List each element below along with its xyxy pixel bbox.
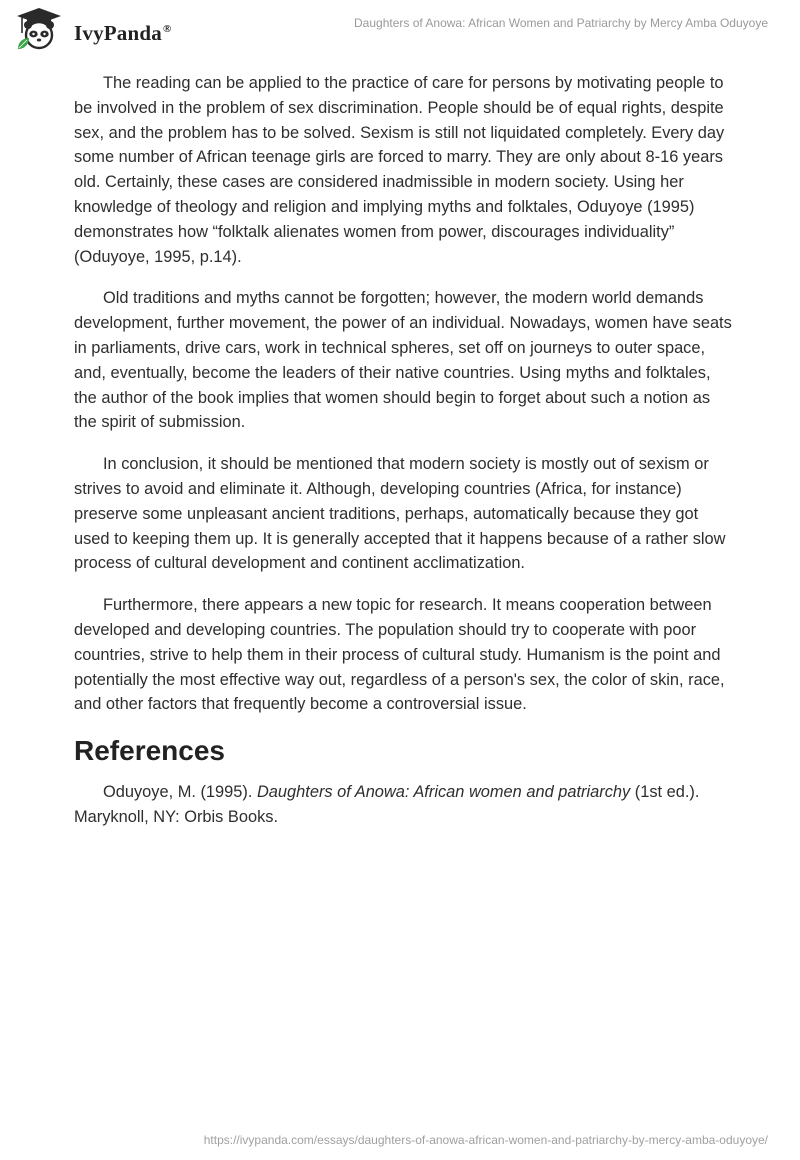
body-paragraph: In conclusion, it should be mentioned that modern society is mostly out of sexism or strives to avoid and eliminate it. Although, developing countries (Africa, for instance) preserve some unpleasant ancient traditions, perhaps, automatically because they got used to keeping them up. It is generally accepted that it happens because of a rather slow process of cultural development and continent acclimatization.	[74, 455, 726, 573]
panda-graduate-icon	[14, 7, 64, 51]
registered-mark: ®	[162, 23, 172, 35]
body-paragraph: Old traditions and myths cannot be forgotten; however, the modern world demands development, further movement, the power of an individual. Nowadays, women have seats in parliaments, drive cars, work in technical spheres, set off on journeys to outer space, and, eventually, become the leaders of their native countries. Using myths and folktales, the author of the book implies that women should begin to forget about such a notion as the spirit of submission.	[74, 289, 732, 432]
page-header	[0, 0, 800, 60]
ivypanda-logo[interactable]	[14, 7, 194, 51]
essay-content	[74, 71, 734, 830]
source-url[interactable]: https://ivypanda.com/essays/daughters-of-anowa-african-women-and-patriarchy-by-mercy-amba-oduyoye/	[203, 1133, 768, 1147]
reference-entry	[74, 780, 734, 830]
references-heading: References	[74, 735, 225, 767]
reference-title: Daughters of Anowa: African women and patriarchy	[256, 783, 631, 802]
reference-author-year: Oduyoye, M. (1995).	[103, 783, 257, 802]
body-paragraph: The reading can be applied to the practice of care for persons by motivating people to be involved in the problem of sex discrimination. People should be of equal rights, despite sex, and the problem has to be solved. Sexism is still not liquidated completely. Every day some number of African teenage girls are forced to marry. They are only about 8-16 years old. Certainly, these cases are considered inadmissible in modern society. Using her knowledge of theology and religion and implying myths and folktales, Oduyoye (1995) demonstrates how “folktalk alienates women from power, discourages individuality” (Oduyoye, 1995, p.14).	[74, 74, 725, 266]
brand-name: IvyPanda	[74, 21, 162, 45]
reference-publisher: (1st ed.). Maryknoll, NY: Orbis Books.	[74, 783, 700, 826]
running-title: Daughters of Anowa: African Women and Patriarchy by Mercy Amba Oduyoye	[354, 16, 768, 30]
body-paragraph: Furthermore, there appears a new topic for research. It means cooperation between developed and developing countries. The population should try to cooperate with poor countries, strive to help them in their process of cultural study. Humanism is the point and potentially the most effective way out, regardless of a person's sex, the color of skin, race, and other factors that frequently become a controversial issue.	[74, 596, 725, 714]
logo-wordmark	[74, 21, 171, 46]
